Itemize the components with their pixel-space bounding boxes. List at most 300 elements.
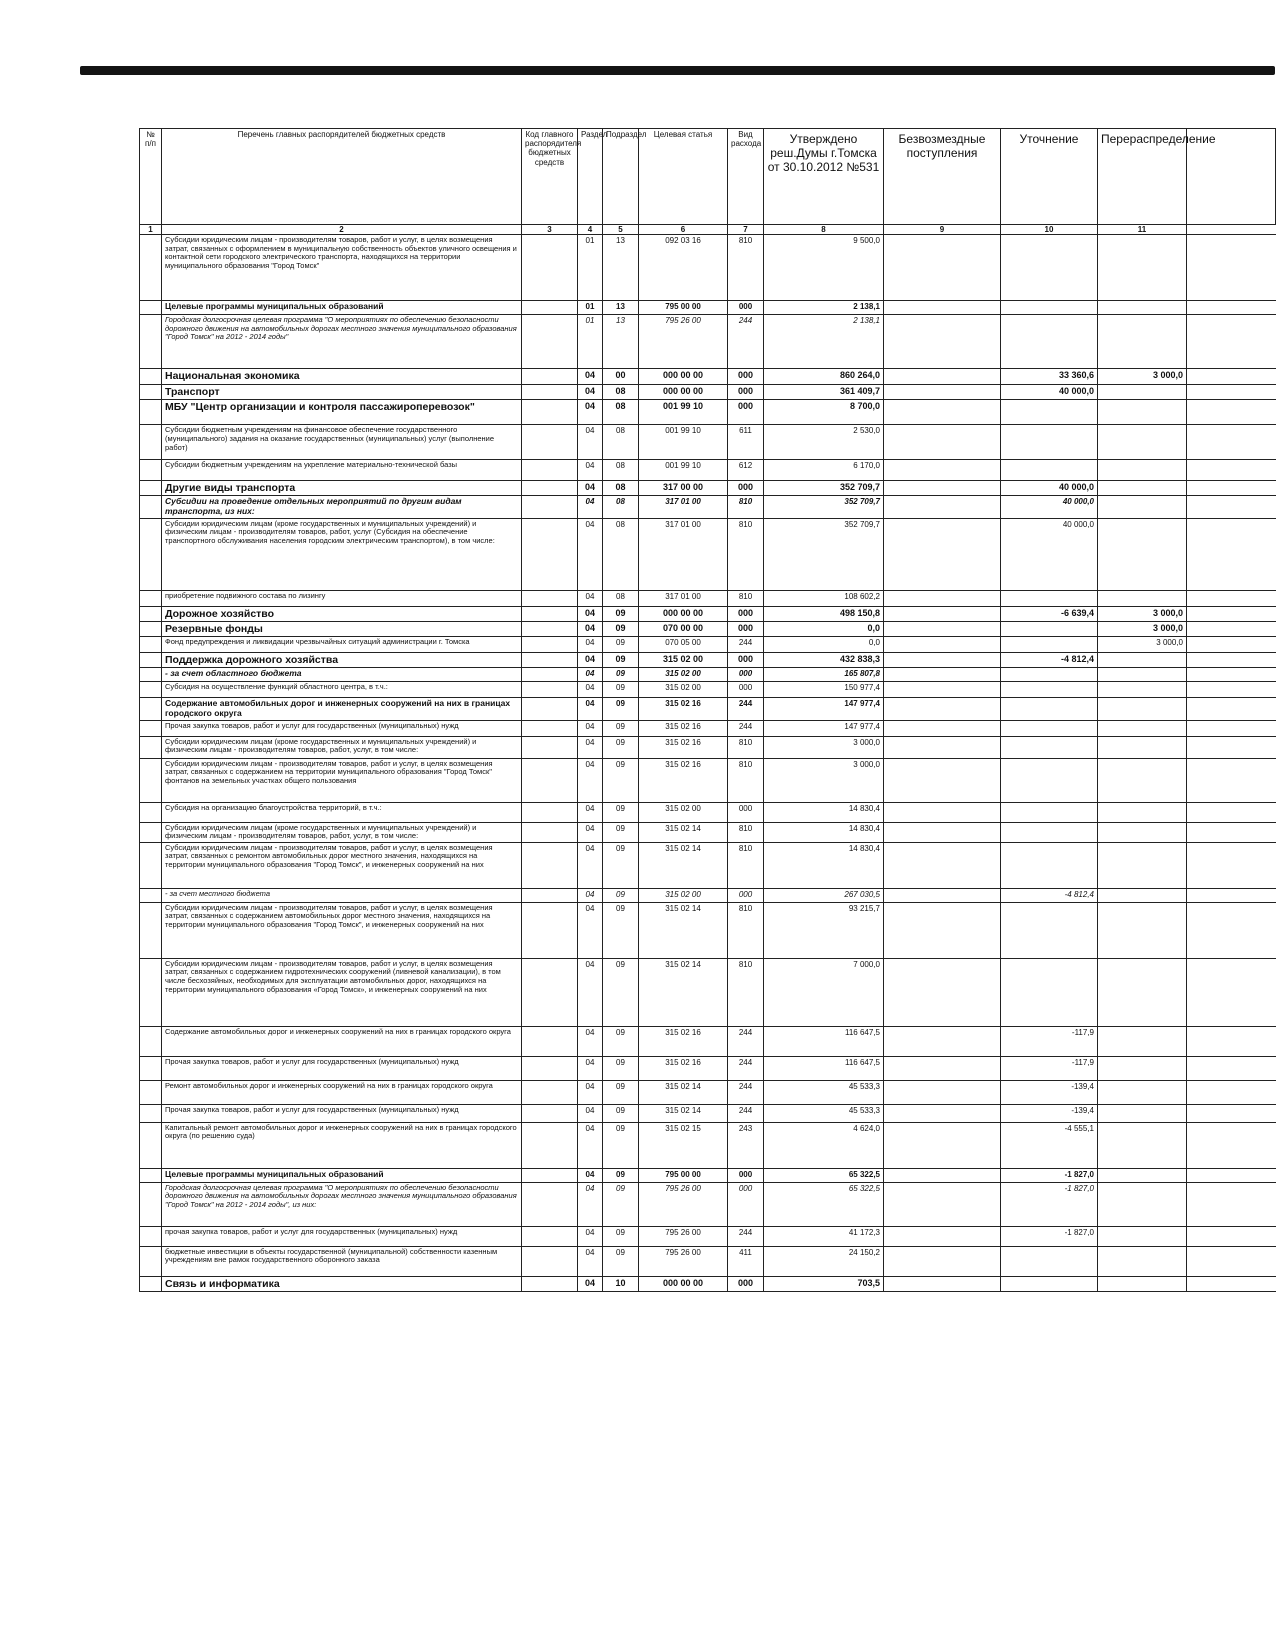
- row-refinement: -1 827,0: [1001, 1182, 1098, 1226]
- row-section: 04: [578, 842, 603, 888]
- row-section: 04: [578, 1056, 603, 1080]
- row-gr-code: [522, 425, 578, 460]
- row-subsection: 08: [603, 385, 639, 400]
- row-gr-code: [522, 1104, 578, 1122]
- row-number: [140, 958, 162, 1026]
- table-row: [140, 1276, 1276, 1291]
- row-number: [140, 385, 162, 400]
- row-subsection: 08: [603, 590, 639, 606]
- row-approved-amount: 3 000,0: [764, 736, 884, 758]
- row-expense-type: 810: [728, 496, 764, 519]
- row-number: [140, 1122, 162, 1168]
- row-gr-code: [522, 481, 578, 496]
- row-redistribution: [1098, 1246, 1187, 1276]
- row-target-article: 092 03 16: [639, 235, 728, 301]
- col-number: 1: [140, 225, 162, 235]
- row-expense-type: 244: [728, 1104, 764, 1122]
- row-refinement: -1 827,0: [1001, 1226, 1098, 1246]
- row-description: Субсидии юридическим лицам (кроме государственных и муниципальных учреждений) и физическим лицам - производителям товаров, работ, услуг, в том числе:: [162, 822, 522, 842]
- row-cut-cell: [1187, 496, 1276, 519]
- row-refinement: -4 555,1: [1001, 1122, 1098, 1168]
- row-section: 04: [578, 369, 603, 385]
- row-redistribution: [1098, 460, 1187, 481]
- row-redistribution: [1098, 668, 1187, 682]
- row-gr-code: [522, 590, 578, 606]
- row-subsection: 09: [603, 802, 639, 822]
- row-subsection: 08: [603, 400, 639, 425]
- row-redistribution: [1098, 698, 1187, 721]
- row-gr-code: [522, 400, 578, 425]
- row-redistribution: [1098, 1056, 1187, 1080]
- row-description: Прочая закупка товаров, работ и услуг для государственных (муниципальных) нужд: [162, 1104, 522, 1122]
- scan-top-bar: [80, 66, 1275, 75]
- table-row: [140, 1168, 1276, 1182]
- row-refinement: -139,4: [1001, 1080, 1098, 1104]
- row-cut-cell: [1187, 301, 1276, 315]
- table-row: [140, 720, 1276, 736]
- row-description: Национальная экономика: [162, 369, 522, 385]
- row-section: 04: [578, 460, 603, 481]
- row-free-receipts: [884, 496, 1001, 519]
- row-section: 04: [578, 1182, 603, 1226]
- row-subsection: 08: [603, 425, 639, 460]
- row-expense-type: 810: [728, 590, 764, 606]
- row-expense-type: 000: [728, 1182, 764, 1226]
- row-redistribution: [1098, 518, 1187, 590]
- row-target-article: 070 05 00: [639, 636, 728, 652]
- row-expense-type: 612: [728, 460, 764, 481]
- table-row: [140, 1026, 1276, 1056]
- row-approved-amount: 45 533,3: [764, 1104, 884, 1122]
- col-number-cut: [1187, 225, 1276, 235]
- row-cut-cell: [1187, 385, 1276, 400]
- row-description: Субсидия на осуществление функций областного центра, в т.ч.:: [162, 682, 522, 698]
- row-expense-type: 611: [728, 425, 764, 460]
- row-redistribution: [1098, 736, 1187, 758]
- row-cut-cell: [1187, 460, 1276, 481]
- row-expense-type: 000: [728, 301, 764, 315]
- row-description: Субсидии юридическим лицам - производителям товаров, работ и услуг, в целях возмещения затрат, связанных с содержанием автомобильных дорог местного значения, находящихся на территории муниципального образования "Город Томск", и инженерных сооружений на них: [162, 902, 522, 958]
- row-expense-type: 000: [728, 682, 764, 698]
- row-redistribution: [1098, 1226, 1187, 1246]
- row-expense-type: 000: [728, 606, 764, 621]
- row-refinement: [1001, 590, 1098, 606]
- row-gr-code: [522, 636, 578, 652]
- row-target-article: 315 02 00: [639, 682, 728, 698]
- row-section: 04: [578, 621, 603, 636]
- row-gr-code: [522, 902, 578, 958]
- row-approved-amount: 116 647,5: [764, 1026, 884, 1056]
- row-redistribution: [1098, 1080, 1187, 1104]
- row-section: 04: [578, 958, 603, 1026]
- row-redistribution: 3 000,0: [1098, 606, 1187, 621]
- table-row: [140, 400, 1276, 425]
- row-subsection: 09: [603, 652, 639, 667]
- row-target-article: 315 02 14: [639, 1104, 728, 1122]
- row-redistribution: [1098, 802, 1187, 822]
- row-section: 04: [578, 636, 603, 652]
- row-description: Городская долгосрочная целевая программа "О мероприятиях по обеспечению безопасности дорожного движения на автомобильных дорогах местного значения муниципального образования "Город Томск" на 2012 - 2014 годы": [162, 315, 522, 369]
- row-redistribution: [1098, 1168, 1187, 1182]
- row-gr-code: [522, 668, 578, 682]
- row-cut-cell: [1187, 1056, 1276, 1080]
- row-subsection: 09: [603, 758, 639, 802]
- row-cut-cell: [1187, 758, 1276, 802]
- row-section: 04: [578, 1104, 603, 1122]
- row-section: 04: [578, 400, 603, 425]
- col-target-header: Целевая статья: [639, 129, 728, 225]
- row-section: 04: [578, 668, 603, 682]
- row-approved-amount: 7 000,0: [764, 958, 884, 1026]
- row-expense-type: 000: [728, 621, 764, 636]
- row-section: 04: [578, 385, 603, 400]
- col-number: 5: [603, 225, 639, 235]
- row-target-article: 000 00 00: [639, 369, 728, 385]
- row-description: приобретение подвижного состава по лизингу: [162, 590, 522, 606]
- row-section: 04: [578, 822, 603, 842]
- row-refinement: [1001, 682, 1098, 698]
- col-number: 6: [639, 225, 728, 235]
- row-target-article: 001 99 10: [639, 460, 728, 481]
- row-cut-cell: [1187, 425, 1276, 460]
- row-refinement: 33 360,6: [1001, 369, 1098, 385]
- row-section: 04: [578, 1080, 603, 1104]
- row-cut-cell: [1187, 400, 1276, 425]
- row-approved-amount: 3 000,0: [764, 758, 884, 802]
- row-description: - за счет местного бюджета: [162, 888, 522, 902]
- row-approved-amount: 703,5: [764, 1276, 884, 1291]
- table-row: [140, 758, 1276, 802]
- row-redistribution: [1098, 902, 1187, 958]
- row-gr-code: [522, 1246, 578, 1276]
- table-row: [140, 1122, 1276, 1168]
- row-free-receipts: [884, 958, 1001, 1026]
- row-cut-cell: [1187, 369, 1276, 385]
- row-approved-amount: 116 647,5: [764, 1056, 884, 1080]
- row-subsection: 09: [603, 842, 639, 888]
- row-approved-amount: 361 409,7: [764, 385, 884, 400]
- row-section: 04: [578, 496, 603, 519]
- row-expense-type: 244: [728, 1026, 764, 1056]
- row-refinement: 40 000,0: [1001, 496, 1098, 519]
- row-expense-type: 000: [728, 668, 764, 682]
- row-free-receipts: [884, 1026, 1001, 1056]
- table-row: [140, 842, 1276, 888]
- row-gr-code: [522, 235, 578, 301]
- row-expense-type: 411: [728, 1246, 764, 1276]
- row-section: 01: [578, 315, 603, 369]
- row-gr-code: [522, 888, 578, 902]
- row-description: Субсидии юридическим лицам - производителям товаров, работ и услуг, в целях возмещения затрат, связанных с оформлением в муниципальную собственность объектов уличного освещения и контактной сети городского электрического транспорта, находящихся на территории муниципального образования "Город Томск": [162, 235, 522, 301]
- row-target-article: 315 02 16: [639, 758, 728, 802]
- row-cut-cell: [1187, 736, 1276, 758]
- row-description: МБУ "Центр организации и контроля пассажироперевозок": [162, 400, 522, 425]
- row-number: [140, 902, 162, 958]
- row-cut-cell: [1187, 802, 1276, 822]
- row-subsection: 09: [603, 682, 639, 698]
- row-description: - за счет областного бюджета: [162, 668, 522, 682]
- row-target-article: 317 01 00: [639, 590, 728, 606]
- row-free-receipts: [884, 385, 1001, 400]
- row-description: Субсидии на проведение отдельных мероприятий по другим видам транспорта, из них:: [162, 496, 522, 519]
- row-gr-code: [522, 1026, 578, 1056]
- row-approved-amount: 9 500,0: [764, 235, 884, 301]
- row-cut-cell: [1187, 888, 1276, 902]
- row-approved-amount: 860 264,0: [764, 369, 884, 385]
- col-number: 2: [162, 225, 522, 235]
- table-row: [140, 1080, 1276, 1104]
- row-redistribution: 3 000,0: [1098, 636, 1187, 652]
- row-section: 04: [578, 736, 603, 758]
- table-row: [140, 1226, 1276, 1246]
- row-section: 01: [578, 235, 603, 301]
- row-target-article: 315 02 15: [639, 1122, 728, 1168]
- row-approved-amount: 498 150,8: [764, 606, 884, 621]
- row-subsection: 13: [603, 301, 639, 315]
- table-row: [140, 385, 1276, 400]
- row-number: [140, 1226, 162, 1246]
- row-description: Капитальный ремонт автомобильных дорог и инженерных сооружений на них в границах городского округа (по решению суда): [162, 1122, 522, 1168]
- row-number: [140, 1168, 162, 1182]
- row-target-article: 315 02 16: [639, 1026, 728, 1056]
- row-cut-cell: [1187, 682, 1276, 698]
- row-expense-type: 810: [728, 758, 764, 802]
- row-redistribution: [1098, 590, 1187, 606]
- row-expense-type: 000: [728, 802, 764, 822]
- row-approved-amount: 352 709,7: [764, 496, 884, 519]
- row-free-receipts: [884, 698, 1001, 721]
- row-subsection: 09: [603, 888, 639, 902]
- row-number: [140, 698, 162, 721]
- row-free-receipts: [884, 235, 1001, 301]
- row-free-receipts: [884, 621, 1001, 636]
- row-approved-amount: 165 807,8: [764, 668, 884, 682]
- row-cut-cell: [1187, 1122, 1276, 1168]
- row-refinement: -4 812,4: [1001, 652, 1098, 667]
- row-refinement: [1001, 698, 1098, 721]
- row-expense-type: 244: [728, 315, 764, 369]
- row-refinement: [1001, 802, 1098, 822]
- row-refinement: [1001, 400, 1098, 425]
- row-subsection: 09: [603, 720, 639, 736]
- row-target-article: 001 99 10: [639, 400, 728, 425]
- row-approved-amount: 65 322,5: [764, 1182, 884, 1226]
- row-approved-amount: 45 533,3: [764, 1080, 884, 1104]
- row-approved-amount: 0,0: [764, 621, 884, 636]
- row-target-article: 315 02 00: [639, 668, 728, 682]
- row-target-article: 000 00 00: [639, 1276, 728, 1291]
- row-description: Субсидии юридическим лицам - производителям товаров, работ и услуг, в целях возмещения затрат, связанных с содержанием гидротехнических сооружений (ливневой канализации), в том числе бесхозяйных, необходимых для эксплуатации автомобильных дорог, находящихся на территории муниципального образования «Город Томск», и инженерных сооружений на них: [162, 958, 522, 1026]
- table-row: [140, 235, 1276, 301]
- row-approved-amount: 2 138,1: [764, 315, 884, 369]
- row-gr-code: [522, 652, 578, 667]
- row-cut-cell: [1187, 315, 1276, 369]
- row-subsection: 08: [603, 496, 639, 519]
- row-gr-code: [522, 606, 578, 621]
- row-number: [140, 668, 162, 682]
- row-cut-cell: [1187, 698, 1276, 721]
- row-target-article: 000 00 00: [639, 385, 728, 400]
- row-number: [140, 758, 162, 802]
- row-number: [140, 842, 162, 888]
- row-free-receipts: [884, 682, 1001, 698]
- row-gr-code: [522, 958, 578, 1026]
- table-row: [140, 1246, 1276, 1276]
- row-free-receipts: [884, 736, 1001, 758]
- row-section: 04: [578, 720, 603, 736]
- row-free-receipts: [884, 481, 1001, 496]
- row-gr-code: [522, 460, 578, 481]
- row-subsection: 08: [603, 460, 639, 481]
- row-subsection: 09: [603, 1122, 639, 1168]
- row-subsection: 09: [603, 606, 639, 621]
- row-approved-amount: 108 602,2: [764, 590, 884, 606]
- row-number: [140, 315, 162, 369]
- table-row: [140, 1104, 1276, 1122]
- row-redistribution: [1098, 315, 1187, 369]
- row-description: Субсидия на организацию благоустройства территорий, в т.ч.:: [162, 802, 522, 822]
- row-refinement: [1001, 758, 1098, 802]
- row-number: [140, 720, 162, 736]
- row-redistribution: [1098, 385, 1187, 400]
- row-subsection: 09: [603, 1104, 639, 1122]
- row-section: 04: [578, 481, 603, 496]
- row-description: Связь и информатика: [162, 1276, 522, 1291]
- table-row: [140, 425, 1276, 460]
- row-gr-code: [522, 315, 578, 369]
- row-cut-cell: [1187, 1226, 1276, 1246]
- row-free-receipts: [884, 758, 1001, 802]
- table-row: [140, 636, 1276, 652]
- row-redistribution: [1098, 758, 1187, 802]
- row-gr-code: [522, 1168, 578, 1182]
- row-number: [140, 425, 162, 460]
- row-section: 01: [578, 301, 603, 315]
- row-description: Прочая закупка товаров, работ и услуг для государственных (муниципальных) нужд: [162, 720, 522, 736]
- row-section: 04: [578, 1026, 603, 1056]
- row-refinement: 40 000,0: [1001, 385, 1098, 400]
- row-redistribution: [1098, 1104, 1187, 1122]
- row-subsection: 00: [603, 369, 639, 385]
- row-subsection: 09: [603, 1246, 639, 1276]
- row-approved-amount: 432 838,3: [764, 652, 884, 667]
- row-number: [140, 400, 162, 425]
- row-redistribution: [1098, 1026, 1187, 1056]
- table-row: [140, 802, 1276, 822]
- row-description: прочая закупка товаров, работ и услуг для государственных (муниципальных) нужд: [162, 1226, 522, 1246]
- row-description: Целевые программы муниципальных образований: [162, 1168, 522, 1182]
- header-row: [140, 129, 1276, 225]
- row-approved-amount: 93 215,7: [764, 902, 884, 958]
- row-gr-code: [522, 758, 578, 802]
- row-description: Содержание автомобильных дорог и инженерных сооружений на них в границах городского округа: [162, 1026, 522, 1056]
- row-redistribution: [1098, 1122, 1187, 1168]
- row-subsection: 09: [603, 1056, 639, 1080]
- row-free-receipts: [884, 1080, 1001, 1104]
- row-gr-code: [522, 698, 578, 721]
- row-cut-cell: [1187, 621, 1276, 636]
- row-redistribution: [1098, 400, 1187, 425]
- row-number: [140, 621, 162, 636]
- row-gr-code: [522, 682, 578, 698]
- row-target-article: 315 02 16: [639, 736, 728, 758]
- row-redistribution: [1098, 301, 1187, 315]
- row-redistribution: 3 000,0: [1098, 369, 1187, 385]
- row-free-receipts: [884, 1104, 1001, 1122]
- row-expense-type: 810: [728, 902, 764, 958]
- row-refinement: [1001, 720, 1098, 736]
- row-section: 04: [578, 902, 603, 958]
- table-row: [140, 682, 1276, 698]
- row-free-receipts: [884, 1182, 1001, 1226]
- row-expense-type: 000: [728, 888, 764, 902]
- table-row: [140, 888, 1276, 902]
- row-subsection: 09: [603, 1026, 639, 1056]
- row-description: Фонд предупреждения и ликвидации чрезвычайных ситуаций администрации г. Томска: [162, 636, 522, 652]
- row-expense-type: 810: [728, 518, 764, 590]
- row-description: Субсидии юридическим лицам - производителям товаров, работ и услуг, в целях возмещения затрат, связанных с ремонтом автомобильных дорог местного значения, находящихся на территории муниципального образования "Город Томск", и инженерных сооружений на них: [162, 842, 522, 888]
- table-row: [140, 1182, 1276, 1226]
- row-free-receipts: [884, 1056, 1001, 1080]
- row-description: Транспорт: [162, 385, 522, 400]
- row-section: 04: [578, 802, 603, 822]
- row-refinement: [1001, 235, 1098, 301]
- col-type-header: Вид расхода: [728, 129, 764, 225]
- row-approved-amount: 14 830,4: [764, 822, 884, 842]
- row-description: Субсидии бюджетным учреждениям на финансовое обеспечение государственного (муниципального) задания на оказание государственных (муниципальных) услуг (выполнение работ): [162, 425, 522, 460]
- row-number: [140, 1246, 162, 1276]
- row-expense-type: 244: [728, 698, 764, 721]
- row-target-article: 795 26 00: [639, 1182, 728, 1226]
- row-section: 04: [578, 888, 603, 902]
- table-row: [140, 315, 1276, 369]
- row-gr-code: [522, 1276, 578, 1291]
- row-free-receipts: [884, 888, 1001, 902]
- row-approved-amount: 2 138,1: [764, 301, 884, 315]
- row-refinement: -6 639,4: [1001, 606, 1098, 621]
- row-cut-cell: [1187, 1026, 1276, 1056]
- table-row: [140, 369, 1276, 385]
- col-name-header: Перечень главных распорядителей бюджетных средств: [162, 129, 522, 225]
- row-description: Субсидии юридическим лицам (кроме государственных и муниципальных учреждений) и физическим лицам - производителям товаров, работ, услуг (Субсидия на обеспечение транспортного обслуживания населения городским электрическим транспортом), в том числе:: [162, 518, 522, 590]
- row-gr-code: [522, 496, 578, 519]
- row-redistribution: [1098, 1182, 1187, 1226]
- row-section: 04: [578, 698, 603, 721]
- row-free-receipts: [884, 315, 1001, 369]
- col-gr-code-header: Код главного распорядителя бюджетных средств: [522, 129, 578, 225]
- row-section: 04: [578, 1246, 603, 1276]
- row-subsection: 09: [603, 636, 639, 652]
- row-description: Прочая закупка товаров, работ и услуг для государственных (муниципальных) нужд: [162, 1056, 522, 1080]
- row-free-receipts: [884, 1276, 1001, 1291]
- row-free-receipts: [884, 590, 1001, 606]
- row-description: Субсидии бюджетным учреждениям на укрепление материально-технической базы: [162, 460, 522, 481]
- row-section: 04: [578, 1168, 603, 1182]
- row-target-article: 001 99 10: [639, 425, 728, 460]
- row-free-receipts: [884, 636, 1001, 652]
- row-redistribution: [1098, 652, 1187, 667]
- row-description: Субсидии юридическим лицам (кроме государственных и муниципальных учреждений) и физическим лицам - производителям товаров, работ, услуг, в том числе:: [162, 736, 522, 758]
- row-cut-cell: [1187, 958, 1276, 1026]
- row-cut-cell: [1187, 518, 1276, 590]
- row-number: [140, 481, 162, 496]
- row-refinement: [1001, 822, 1098, 842]
- row-gr-code: [522, 301, 578, 315]
- row-redistribution: [1098, 481, 1187, 496]
- row-target-article: 317 00 00: [639, 481, 728, 496]
- row-expense-type: 000: [728, 369, 764, 385]
- row-free-receipts: [884, 369, 1001, 385]
